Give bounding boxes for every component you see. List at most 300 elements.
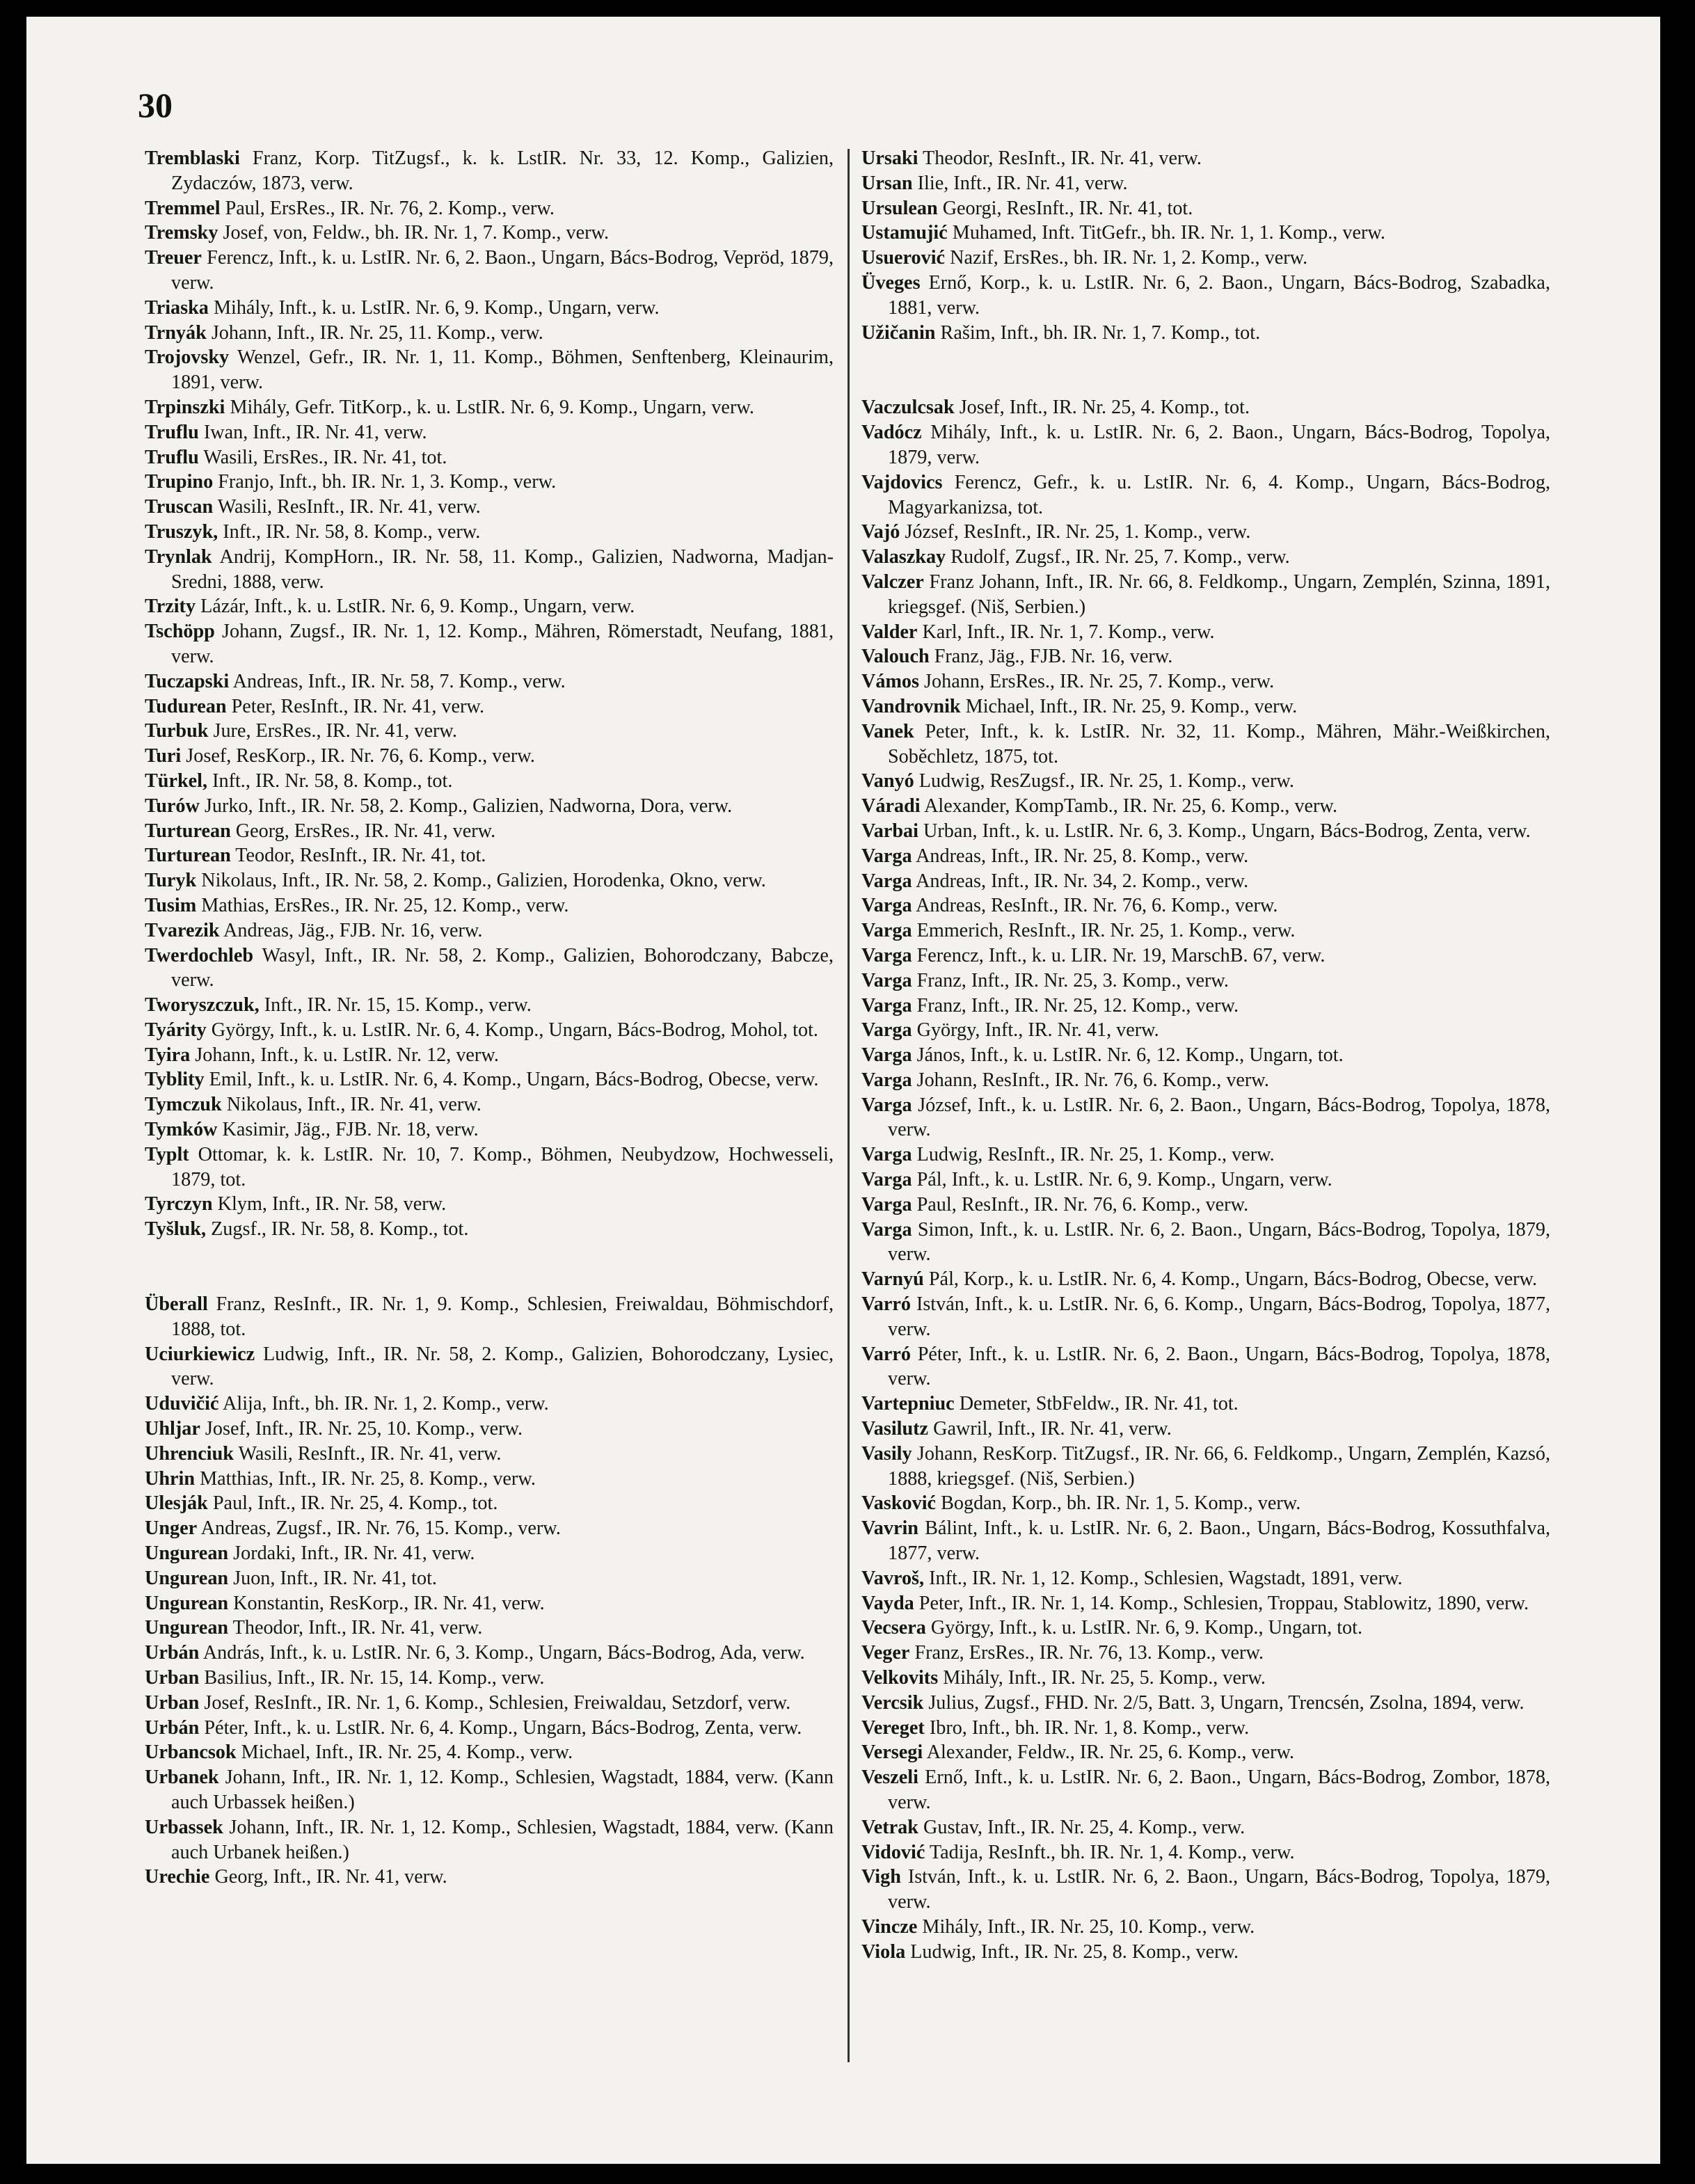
entry-details: Johann, ResKorp. TitZugsf., IR. Nr. 66, 6. Feldkomp., Ungarn, Zemplén, Kazsó, 1888, kriegsgef. (Niš, Serbien.) <box>888 1442 1551 1490</box>
entry-surname: Vayda <box>861 1592 914 1614</box>
list-entry <box>861 1591 1550 1616</box>
entry-surname: Trzity <box>145 596 196 618</box>
entry-surname: Twerdochleb <box>145 944 254 966</box>
entry-surname: Varga <box>861 895 912 917</box>
right-column <box>861 146 1550 1965</box>
list-entry <box>861 844 1550 869</box>
list-entry <box>861 545 1550 570</box>
entry-surname: Tyrczyn <box>145 1193 213 1215</box>
list-entry <box>145 221 834 246</box>
list-entry <box>145 1541 834 1566</box>
list-entry <box>145 420 834 445</box>
entry-details: Jure, ErsRes., IR. Nr. 41, verw. <box>213 720 457 742</box>
list-entry <box>145 470 834 495</box>
list-entry <box>861 1142 1550 1167</box>
entry-surname: Ursaki <box>861 148 918 169</box>
entry-surname: Tymczuk <box>145 1094 222 1116</box>
entry-details: Johann, Inft., k. u. LstIR. Nr. 12, verw. <box>195 1044 499 1066</box>
entry-details: Ludwig, ResZugsf., IR. Nr. 25, 1. Komp., verw. <box>918 770 1294 792</box>
list-entry <box>145 520 834 545</box>
list-entry <box>861 1666 1550 1691</box>
list-entry <box>145 1716 834 1741</box>
list-entry <box>145 1043 834 1068</box>
entry-details: Peter, Inft., IR. Nr. 1, 14. Komp., Schlesien, Troppau, Stablowitz, 1890, verw. <box>918 1592 1529 1614</box>
entry-details: Ernő, Korp., k. u. LstIR. Nr. 6, 2. Baon., Ungarn, Bács-Bodrog, Szabadka, 1881, verw. <box>888 271 1550 319</box>
entry-details: Gustav, Inft., IR. Nr. 25, 4. Komp., verw. <box>923 1816 1246 1838</box>
entry-details: Iwan, Inft., IR. Nr. 41, verw. <box>203 421 427 443</box>
entry-surname: Vajdovics <box>861 471 943 493</box>
entry-surname: Urbán <box>145 1716 200 1739</box>
entry-details: Ferencz, Inft., k. u. LstIR. Nr. 6, 2. Baon., Ungarn, Bács-Bodrog, Vepröd, 1879, verw. <box>171 247 834 294</box>
entry-surname: Vajó <box>861 521 900 543</box>
list-entry <box>145 545 834 595</box>
entry-surname: Veszeli <box>861 1767 918 1789</box>
list-entry <box>861 1193 1550 1218</box>
entry-surname: Turturean <box>145 820 231 842</box>
entry-surname: Urechie <box>145 1866 210 1888</box>
list-entry <box>861 969 1550 994</box>
entry-surname: Uhrenciuk <box>145 1442 234 1465</box>
entry-details: Franjo, Inft., bh. IR. Nr. 1, 3. Komp., verw. <box>218 471 557 493</box>
entry-details: Klym, Inft., IR. Nr. 58, verw. <box>217 1193 447 1215</box>
entry-surname: Ulesják <box>145 1492 208 1515</box>
entry-surname: Tudurean <box>145 695 227 717</box>
entry-surname: Varga <box>861 870 912 892</box>
column-divider <box>848 149 850 2062</box>
entry-details: Wenzel, Gefr., IR. Nr. 1, 11. Komp., Böhmen, Senftenberg, Kleinaurim, 1891, verw. <box>171 346 834 394</box>
list-entry <box>145 1142 834 1193</box>
entry-surname: Vincze <box>861 1915 918 1938</box>
entry-details: Konstantin, ResKorp., IR. Nr. 41, verw. <box>233 1592 545 1614</box>
entry-details: Ludwig, Inft., IR. Nr. 25, 8. Komp., verw. <box>910 1940 1239 1963</box>
entry-details: Inft., IR. Nr. 1, 12. Komp., Schlesien, Wagstadt, 1891, verw. <box>929 1567 1403 1589</box>
entry-surname: Ursan <box>861 172 913 194</box>
entry-details: Josef, Inft., IR. Nr. 25, 4. Komp., tot. <box>959 397 1250 419</box>
list-entry <box>861 869 1550 894</box>
entry-surname: Viola <box>861 1940 906 1963</box>
list-entry <box>861 1218 1550 1268</box>
list-entry <box>145 1467 834 1492</box>
entry-details: György, Inft., k. u. LstIR. Nr. 6, 9. Komp., Ungarn, tot. <box>930 1617 1363 1639</box>
entry-details: Inft., IR. Nr. 15, 15. Komp., verw. <box>264 994 532 1017</box>
entry-details: Franz, Korp. TitZugsf., k. k. LstIR. Nr. 33, 12. Komp., Galizien, Zydaczów, 1873, verw. <box>171 148 834 194</box>
document-page <box>26 17 1660 2164</box>
list-entry <box>861 994 1550 1019</box>
entry-details: Alija, Inft., bh. IR. Nr. 1, 2. Komp., verw. <box>223 1393 549 1415</box>
entry-surname: Varga <box>861 994 912 1017</box>
entry-surname: Varga <box>861 1044 912 1067</box>
entry-details: Andreas, Inft., IR. Nr. 58, 7. Komp., verw. <box>232 670 566 692</box>
entry-surname: Vanek <box>861 720 914 742</box>
list-entry <box>145 1442 834 1467</box>
entry-details: Mihály, Inft., IR. Nr. 25, 5. Komp., verw. <box>943 1667 1266 1689</box>
entry-surname: Tusim <box>145 894 197 916</box>
entry-details: Nazif, ErsRes., bh. IR. Nr. 1, 2. Komp., verw. <box>950 247 1308 269</box>
entry-details: Inft., IR. Nr. 58, 8. Komp., tot. <box>212 770 453 792</box>
list-entry <box>145 843 834 868</box>
list-entry <box>145 1092 834 1117</box>
entry-details: Paul, ResInft., IR. Nr. 76, 6. Komp., verw. <box>916 1193 1249 1215</box>
entry-surname: Vavroš, <box>861 1567 925 1589</box>
entry-surname: Tremblaski <box>145 148 240 169</box>
list-entry <box>145 769 834 794</box>
list-entry <box>861 1068 1550 1093</box>
entry-details: Ferencz, Inft., k. u. LIR. Nr. 19, MarschB. 67, verw. <box>916 944 1326 966</box>
entry-details: Johann, ResInft., IR. Nr. 76, 6. Komp., verw. <box>916 1069 1269 1091</box>
entry-surname: Varga <box>861 944 912 966</box>
entry-surname: Varnyú <box>861 1268 924 1291</box>
section-gap <box>145 1242 834 1292</box>
list-entry <box>145 1018 834 1043</box>
entry-details: Alexander, Feldw., IR. Nr. 25, 6. Komp., verw. <box>926 1741 1295 1764</box>
entry-surname: Varga <box>861 845 912 867</box>
list-entry <box>861 644 1550 669</box>
entry-details: Franz, ErsRes., IR. Nr. 76, 13. Komp., verw. <box>914 1642 1264 1664</box>
list-entry <box>145 345 834 395</box>
entry-details: József, Inft., k. u. LstIR. Nr. 6, 2. Baon., Ungarn, Bács-Bodrog, Topolya, 1878, verw. <box>888 1094 1551 1141</box>
entry-surname: Tworyszczuk, <box>145 994 260 1017</box>
entry-surname: Überall <box>145 1293 208 1316</box>
list-entry <box>145 1292 834 1342</box>
entry-surname: Unger <box>145 1517 198 1540</box>
entry-details: Josef, von, Feldw., bh. IR. Nr. 1, 7. Komp., verw. <box>223 222 610 244</box>
entry-details: Ilie, Inft., IR. Nr. 41, verw. <box>917 172 1128 194</box>
entry-details: Johann, Inft., IR. Nr. 25, 11. Komp., verw. <box>211 321 543 344</box>
entry-details: Andreas, Jäg., FJB. Nr. 16, verw. <box>223 919 483 941</box>
list-entry <box>145 619 834 669</box>
entry-surname: Urbán <box>145 1642 200 1664</box>
entry-surname: Tremmel <box>145 197 221 219</box>
list-entry <box>145 669 834 694</box>
entry-surname: Vasilutz <box>861 1418 929 1440</box>
list-entry <box>861 1691 1550 1716</box>
list-entry <box>145 445 834 470</box>
entry-surname: Tyira <box>145 1044 191 1066</box>
entry-details: Ludwig, Inft., IR. Nr. 58, 2. Komp., Galizien, Bohorodczany, Lysiec, verw. <box>171 1343 834 1390</box>
list-entry <box>861 395 1550 420</box>
entry-surname: Tyšluk, <box>145 1218 207 1241</box>
list-entry <box>145 1616 834 1641</box>
entry-surname: Tremsky <box>145 222 218 244</box>
entry-surname: Tuczapski <box>145 670 230 692</box>
list-entry <box>861 470 1550 520</box>
entry-details: Franz, ResInft., IR. Nr. 1, 9. Komp., Schlesien, Freiwaldau, Böhmischdorf, 1888, tot. <box>171 1293 834 1340</box>
page-number: 30 <box>138 86 173 125</box>
list-entry <box>145 1516 834 1541</box>
entry-details: Mihály, Inft., k. u. LstIR. Nr. 6, 2. Baon., Ungarn, Bács-Bodrog, Topolya, 1879, verw. <box>888 422 1551 468</box>
entry-details: Pál, Inft., k. u. LstIR. Nr. 6, 9. Komp., Ungarn, verw. <box>916 1169 1332 1191</box>
entry-surname: Valczer <box>861 571 924 593</box>
list-entry <box>861 1865 1550 1915</box>
list-entry <box>861 794 1550 819</box>
list-entry <box>145 744 834 769</box>
entry-details: Michael, Inft., IR. Nr. 25, 9. Komp., verw. <box>965 695 1298 717</box>
list-entry <box>861 1740 1550 1765</box>
list-entry <box>145 1067 834 1092</box>
list-entry <box>145 1392 834 1417</box>
entry-surname: Varga <box>861 920 912 942</box>
entry-details: Rudolf, Zugsf., IR. Nr. 25, 7. Komp., verw. <box>950 546 1290 568</box>
entry-surname: Varga <box>861 969 912 991</box>
entry-details: Josef, ResKorp., IR. Nr. 76, 6. Komp., verw. <box>186 745 535 767</box>
entry-surname: Tyblity <box>145 1069 205 1091</box>
list-entry <box>145 1865 834 1890</box>
list-entry <box>861 570 1550 620</box>
list-entry <box>145 296 834 321</box>
section-gap <box>861 345 1550 395</box>
entry-details: József, ResInft., IR. Nr. 25, 1. Komp., verw. <box>905 521 1251 543</box>
entry-surname: Vidović <box>861 1841 925 1863</box>
entry-surname: Turturean <box>145 845 231 867</box>
entry-details: Michael, Inft., IR. Nr. 25, 4. Komp., verw. <box>241 1741 573 1764</box>
entry-details: Péter, Inft., k. u. LstIR. Nr. 6, 2. Baon., Ungarn, Bács-Bodrog, Topolya, 1878, verw. <box>888 1343 1550 1390</box>
list-entry <box>145 1591 834 1616</box>
entry-surname: Treuer <box>145 247 202 269</box>
entry-surname: Vereget <box>861 1716 925 1739</box>
entry-surname: Ungurean <box>145 1543 229 1565</box>
entry-details: János, Inft., k. u. LstIR. Nr. 6, 12. Komp., Ungarn, tot. <box>916 1044 1344 1067</box>
entry-surname: Varga <box>861 1069 912 1091</box>
entry-surname: Vartepniuc <box>861 1393 955 1415</box>
entry-surname: Versegi <box>861 1741 923 1764</box>
entry-surname: Trynlak <box>145 545 212 568</box>
list-entry <box>861 769 1550 794</box>
entry-surname: Velkovits <box>861 1667 939 1689</box>
entry-details: István, Inft., k. u. LstIR. Nr. 6, 2. Baon., Ungarn, Bács-Bodrog, Topolya, 1879, verw. <box>888 1866 1551 1913</box>
entry-surname: Typlt <box>145 1143 189 1165</box>
list-entry <box>861 1093 1550 1143</box>
entry-details: Karl, Inft., IR. Nr. 1, 7. Komp., verw. <box>922 621 1215 643</box>
entry-details: Franz Johann, Inft., IR. Nr. 66, 8. Feldkomp., Ungarn, Zemplén, Szinna, 1891, kriegsgef. (Niš, Serbien.) <box>888 571 1550 618</box>
entry-details: Rašim, Inft., bh. IR. Nr. 1, 7. Komp., tot. <box>940 321 1261 344</box>
list-entry <box>861 1815 1550 1840</box>
entry-surname: Üveges <box>861 271 921 294</box>
entry-details: Paul, Inft., IR. Nr. 25, 4. Komp., tot. <box>212 1492 498 1515</box>
list-entry <box>145 1417 834 1442</box>
list-entry <box>145 1491 834 1516</box>
entry-details: Ferencz, Gefr., k. u. LstIR. Nr. 6, 4. Komp., Ungarn, Bács-Bodrog, Magyarkanizsa, tot. <box>888 471 1550 518</box>
entry-details: Josef, Inft., IR. Nr. 25, 10. Komp., verw. <box>205 1418 523 1440</box>
entry-surname: Usuerović <box>861 247 946 269</box>
entry-details: Muhamed, Inft. TitGefr., bh. IR. Nr. 1, 1. Komp., verw. <box>952 222 1385 244</box>
list-entry <box>861 196 1550 221</box>
entry-details: Franz, Inft., IR. Nr. 25, 3. Komp., verw. <box>916 969 1229 991</box>
entry-surname: Trojovsky <box>145 346 230 369</box>
entry-surname: Varga <box>861 1094 912 1116</box>
entry-surname: Vanyó <box>861 770 914 792</box>
entry-surname: Varbai <box>861 820 918 842</box>
list-entry <box>861 1566 1550 1591</box>
entry-details: Zugsf., IR. Nr. 58, 8. Komp., tot. <box>211 1218 469 1241</box>
entry-surname: Vasily <box>861 1442 912 1465</box>
entry-details: Andreas, ResInft., IR. Nr. 76, 6. Komp., verw. <box>916 895 1278 917</box>
entry-details: Wasyl, Inft., IR. Nr. 58, 2. Komp., Galizien, Bohorodczany, Babcze, verw. <box>171 944 834 991</box>
entry-surname: Varga <box>861 1019 912 1042</box>
list-entry <box>861 1516 1550 1566</box>
entry-details: György, Inft., k. u. LstIR. Nr. 6, 4. Komp., Ungarn, Bács-Bodrog, Mohol, tot. <box>211 1019 818 1041</box>
list-entry <box>145 1566 834 1591</box>
list-entry <box>861 1641 1550 1666</box>
entry-details: Nikolaus, Inft., IR. Nr. 41, verw. <box>226 1094 482 1116</box>
entry-surname: Váradi <box>861 795 921 818</box>
list-entry <box>861 1167 1550 1193</box>
list-entry <box>145 1217 834 1242</box>
entry-details: Johann, Inft., IR. Nr. 1, 12. Komp., Schlesien, Wagstadt, 1884, verw. (Kann auch Urbassek heißen.) <box>171 1767 834 1813</box>
entry-surname: Trnyák <box>145 321 207 344</box>
entry-surname: Vámos <box>861 671 919 693</box>
list-entry <box>861 1840 1550 1865</box>
entry-surname: Urbancsok <box>145 1741 237 1764</box>
list-entry <box>861 1491 1550 1516</box>
entry-details: Simon, Inft., k. u. LstIR. Nr. 6, 2. Baon., Ungarn, Bács-Bodrog, Topolya, 1879, verw. <box>888 1218 1550 1266</box>
entry-surname: Truszyk, <box>145 520 218 543</box>
entry-details: Mathias, ErsRes., IR. Nr. 25, 12. Komp., verw. <box>201 894 569 916</box>
entry-surname: Truscan <box>145 496 214 518</box>
list-entry <box>861 271 1550 321</box>
entry-surname: Vercsik <box>861 1691 924 1714</box>
entry-details: Georg, Inft., IR. Nr. 41, verw. <box>214 1866 447 1888</box>
left-column <box>145 146 834 1890</box>
list-entry <box>145 1342 834 1392</box>
entry-details: Peter, Inft., k. k. LstIR. Nr. 32, 11. Komp., Mähren, Mähr.-Weißkirchen, Soběchletz, 1875, tot. <box>888 720 1551 767</box>
list-entry <box>145 246 834 296</box>
list-entry <box>145 395 834 420</box>
entry-surname: Varga <box>861 1169 912 1191</box>
list-entry <box>861 620 1550 645</box>
list-entry <box>861 1616 1550 1641</box>
list-entry <box>145 1117 834 1142</box>
entry-surname: Valaszkay <box>861 546 946 568</box>
entry-surname: Varró <box>861 1343 911 1365</box>
entry-surname: Uciurkiewicz <box>145 1343 255 1365</box>
list-entry <box>145 918 834 943</box>
entry-details: Péter, Inft., k. u. LstIR. Nr. 6, 4. Komp., Ungarn, Bács-Bodrog, Zenta, verw. <box>204 1716 802 1739</box>
entry-details: Peter, ResInft., IR. Nr. 41, verw. <box>231 695 484 717</box>
list-entry <box>861 1716 1550 1741</box>
entry-details: Basilius, Inft., IR. Nr. 15, 14. Komp., verw. <box>204 1667 545 1689</box>
entry-details: Ibro, Inft., bh. IR. Nr. 1, 8. Komp., verw. <box>929 1716 1250 1739</box>
entry-surname: Triaska <box>145 296 209 319</box>
entry-surname: Vigh <box>861 1866 901 1888</box>
list-entry <box>145 321 834 346</box>
entry-details: Georgi, ResInft., IR. Nr. 41, tot. <box>942 197 1193 219</box>
entry-details: Franz, Jäg., FJB. Nr. 16, verw. <box>934 646 1173 668</box>
list-entry <box>145 943 834 994</box>
list-entry <box>861 171 1550 196</box>
entry-surname: Tschöpp <box>145 621 215 643</box>
entry-surname: Veger <box>861 1642 910 1664</box>
entry-details: Juon, Inft., IR. Nr. 41, tot. <box>233 1567 437 1589</box>
entry-details: Mihály, Inft., IR. Nr. 25, 10. Komp., verw. <box>922 1915 1255 1938</box>
entry-details: Ernő, Inft., k. u. LstIR. Nr. 6, 2. Baon., Ungarn, Bács-Bodrog, Zombor, 1878, verw. <box>888 1767 1551 1813</box>
entry-details: Julius, Zugsf., FHD. Nr. 2/5, Batt. 3, Ungarn, Trencsén, Zsolna, 1894, verw. <box>928 1691 1525 1714</box>
entry-surname: Urban <box>145 1691 200 1714</box>
list-entry <box>145 694 834 719</box>
entry-details: Jordaki, Inft., IR. Nr. 41, verw. <box>233 1543 475 1565</box>
entry-details: Pál, Korp., k. u. LstIR. Nr. 6, 4. Komp., Ungarn, Bács-Bodrog, Obecse, verw. <box>928 1268 1538 1291</box>
list-entry <box>145 1740 834 1765</box>
entry-details: Gawril, Inft., IR. Nr. 41, verw. <box>933 1418 1172 1440</box>
list-entry <box>861 918 1550 943</box>
list-entry <box>861 1267 1550 1292</box>
entry-details: Bogdan, Korp., bh. IR. Nr. 1, 5. Komp., verw. <box>941 1492 1301 1515</box>
entry-surname: Vaczulcsak <box>861 397 955 419</box>
entry-details: Wasili, ResInft., IR. Nr. 41, verw. <box>238 1442 502 1465</box>
list-entry <box>861 1018 1550 1043</box>
entry-surname: Ungurean <box>145 1617 229 1639</box>
entry-surname: Tvarezik <box>145 919 220 941</box>
entry-details: Theodor, Inft., IR. Nr. 41, verw. <box>232 1617 483 1639</box>
list-entry <box>145 1641 834 1666</box>
list-entry <box>861 1043 1550 1068</box>
entry-surname: Uhrin <box>145 1467 196 1490</box>
entry-surname: Turów <box>145 795 200 817</box>
entry-details: Alexander, KompTamb., IR. Nr. 25, 6. Komp., verw. <box>924 795 1338 818</box>
entry-details: Lázár, Inft., k. u. LstIR. Nr. 6, 9. Komp., Ungarn, verw. <box>200 596 635 618</box>
entry-details: Nikolaus, Inft., IR. Nr. 58, 2. Komp., Galizien, Horodenka, Okno, verw. <box>201 870 766 892</box>
entry-details: Josef, ResInft., IR. Nr. 1, 6. Komp., Schlesien, Freiwaldau, Setzdorf, verw. <box>204 1691 791 1714</box>
entry-surname: Varga <box>861 1218 912 1241</box>
entry-surname: Tymków <box>145 1119 218 1141</box>
entry-surname: Valder <box>861 621 918 643</box>
entry-surname: Vandrovnik <box>861 695 961 717</box>
entry-surname: Urbanek <box>145 1767 219 1789</box>
list-entry <box>145 719 834 744</box>
entry-surname: Turyk <box>145 870 197 892</box>
entry-surname: Varga <box>861 1144 912 1166</box>
entry-surname: Varga <box>861 1193 912 1215</box>
entry-surname: Türkel, <box>145 770 208 792</box>
list-entry <box>861 1915 1550 1940</box>
entry-details: Johann, Zugsf., IR. Nr. 1, 12. Komp., Mähren, Römerstadt, Neufang, 1881, verw. <box>171 621 834 667</box>
entry-details: István, Inft., k. u. LstIR. Nr. 6, 6. Komp., Ungarn, Bács-Bodrog, Topolya, 1877, verw. <box>888 1293 1550 1340</box>
entry-details: Emmerich, ResInft., IR. Nr. 25, 1. Komp., verw. <box>916 920 1296 942</box>
list-entry <box>861 321 1550 346</box>
entry-surname: Tyárity <box>145 1019 207 1041</box>
entry-surname: Varró <box>861 1293 911 1316</box>
entry-details: Franz, Inft., IR. Nr. 25, 12. Komp., verw. <box>916 994 1239 1017</box>
entry-surname: Turi <box>145 745 182 767</box>
entry-surname: Ungurean <box>145 1592 229 1614</box>
entry-surname: Trpinszki <box>145 396 225 418</box>
entry-details: Johann, ErsRes., IR. Nr. 25, 7. Komp., verw. <box>924 671 1275 693</box>
entry-surname: Vecsera <box>861 1617 926 1639</box>
entry-details: Inft., IR. Nr. 58, 8. Komp., verw. <box>223 520 481 543</box>
list-entry <box>861 246 1550 271</box>
entry-surname: Ungurean <box>145 1567 229 1589</box>
entry-surname: Urban <box>145 1667 200 1689</box>
list-entry <box>145 1192 834 1217</box>
list-entry <box>145 893 834 918</box>
list-entry <box>861 420 1550 470</box>
list-entry <box>861 1342 1550 1392</box>
entry-surname: Vadócz <box>861 422 922 444</box>
list-entry <box>861 1292 1550 1342</box>
entry-details: András, Inft., k. u. LstIR. Nr. 6, 3. Komp., Ungarn, Bács-Bodrog, Ada, verw. <box>202 1642 805 1664</box>
entry-details: Wasili, ResInft., IR. Nr. 41, verw. <box>217 496 481 518</box>
entry-details: Johann, Inft., IR. Nr. 1, 12. Komp., Schlesien, Wagstadt, 1884, verw. (Kann auch Urbanek heißen.) <box>171 1816 834 1863</box>
list-entry <box>861 221 1550 246</box>
list-entry <box>861 1940 1550 1965</box>
entry-details: Kasimir, Jäg., FJB. Nr. 18, verw. <box>222 1119 479 1141</box>
list-entry <box>145 196 834 221</box>
list-entry <box>145 1765 834 1815</box>
list-entry <box>145 495 834 520</box>
list-entry <box>861 669 1550 694</box>
list-entry <box>861 719 1550 770</box>
entry-surname: Užičanin <box>861 321 936 344</box>
list-entry <box>145 794 834 819</box>
